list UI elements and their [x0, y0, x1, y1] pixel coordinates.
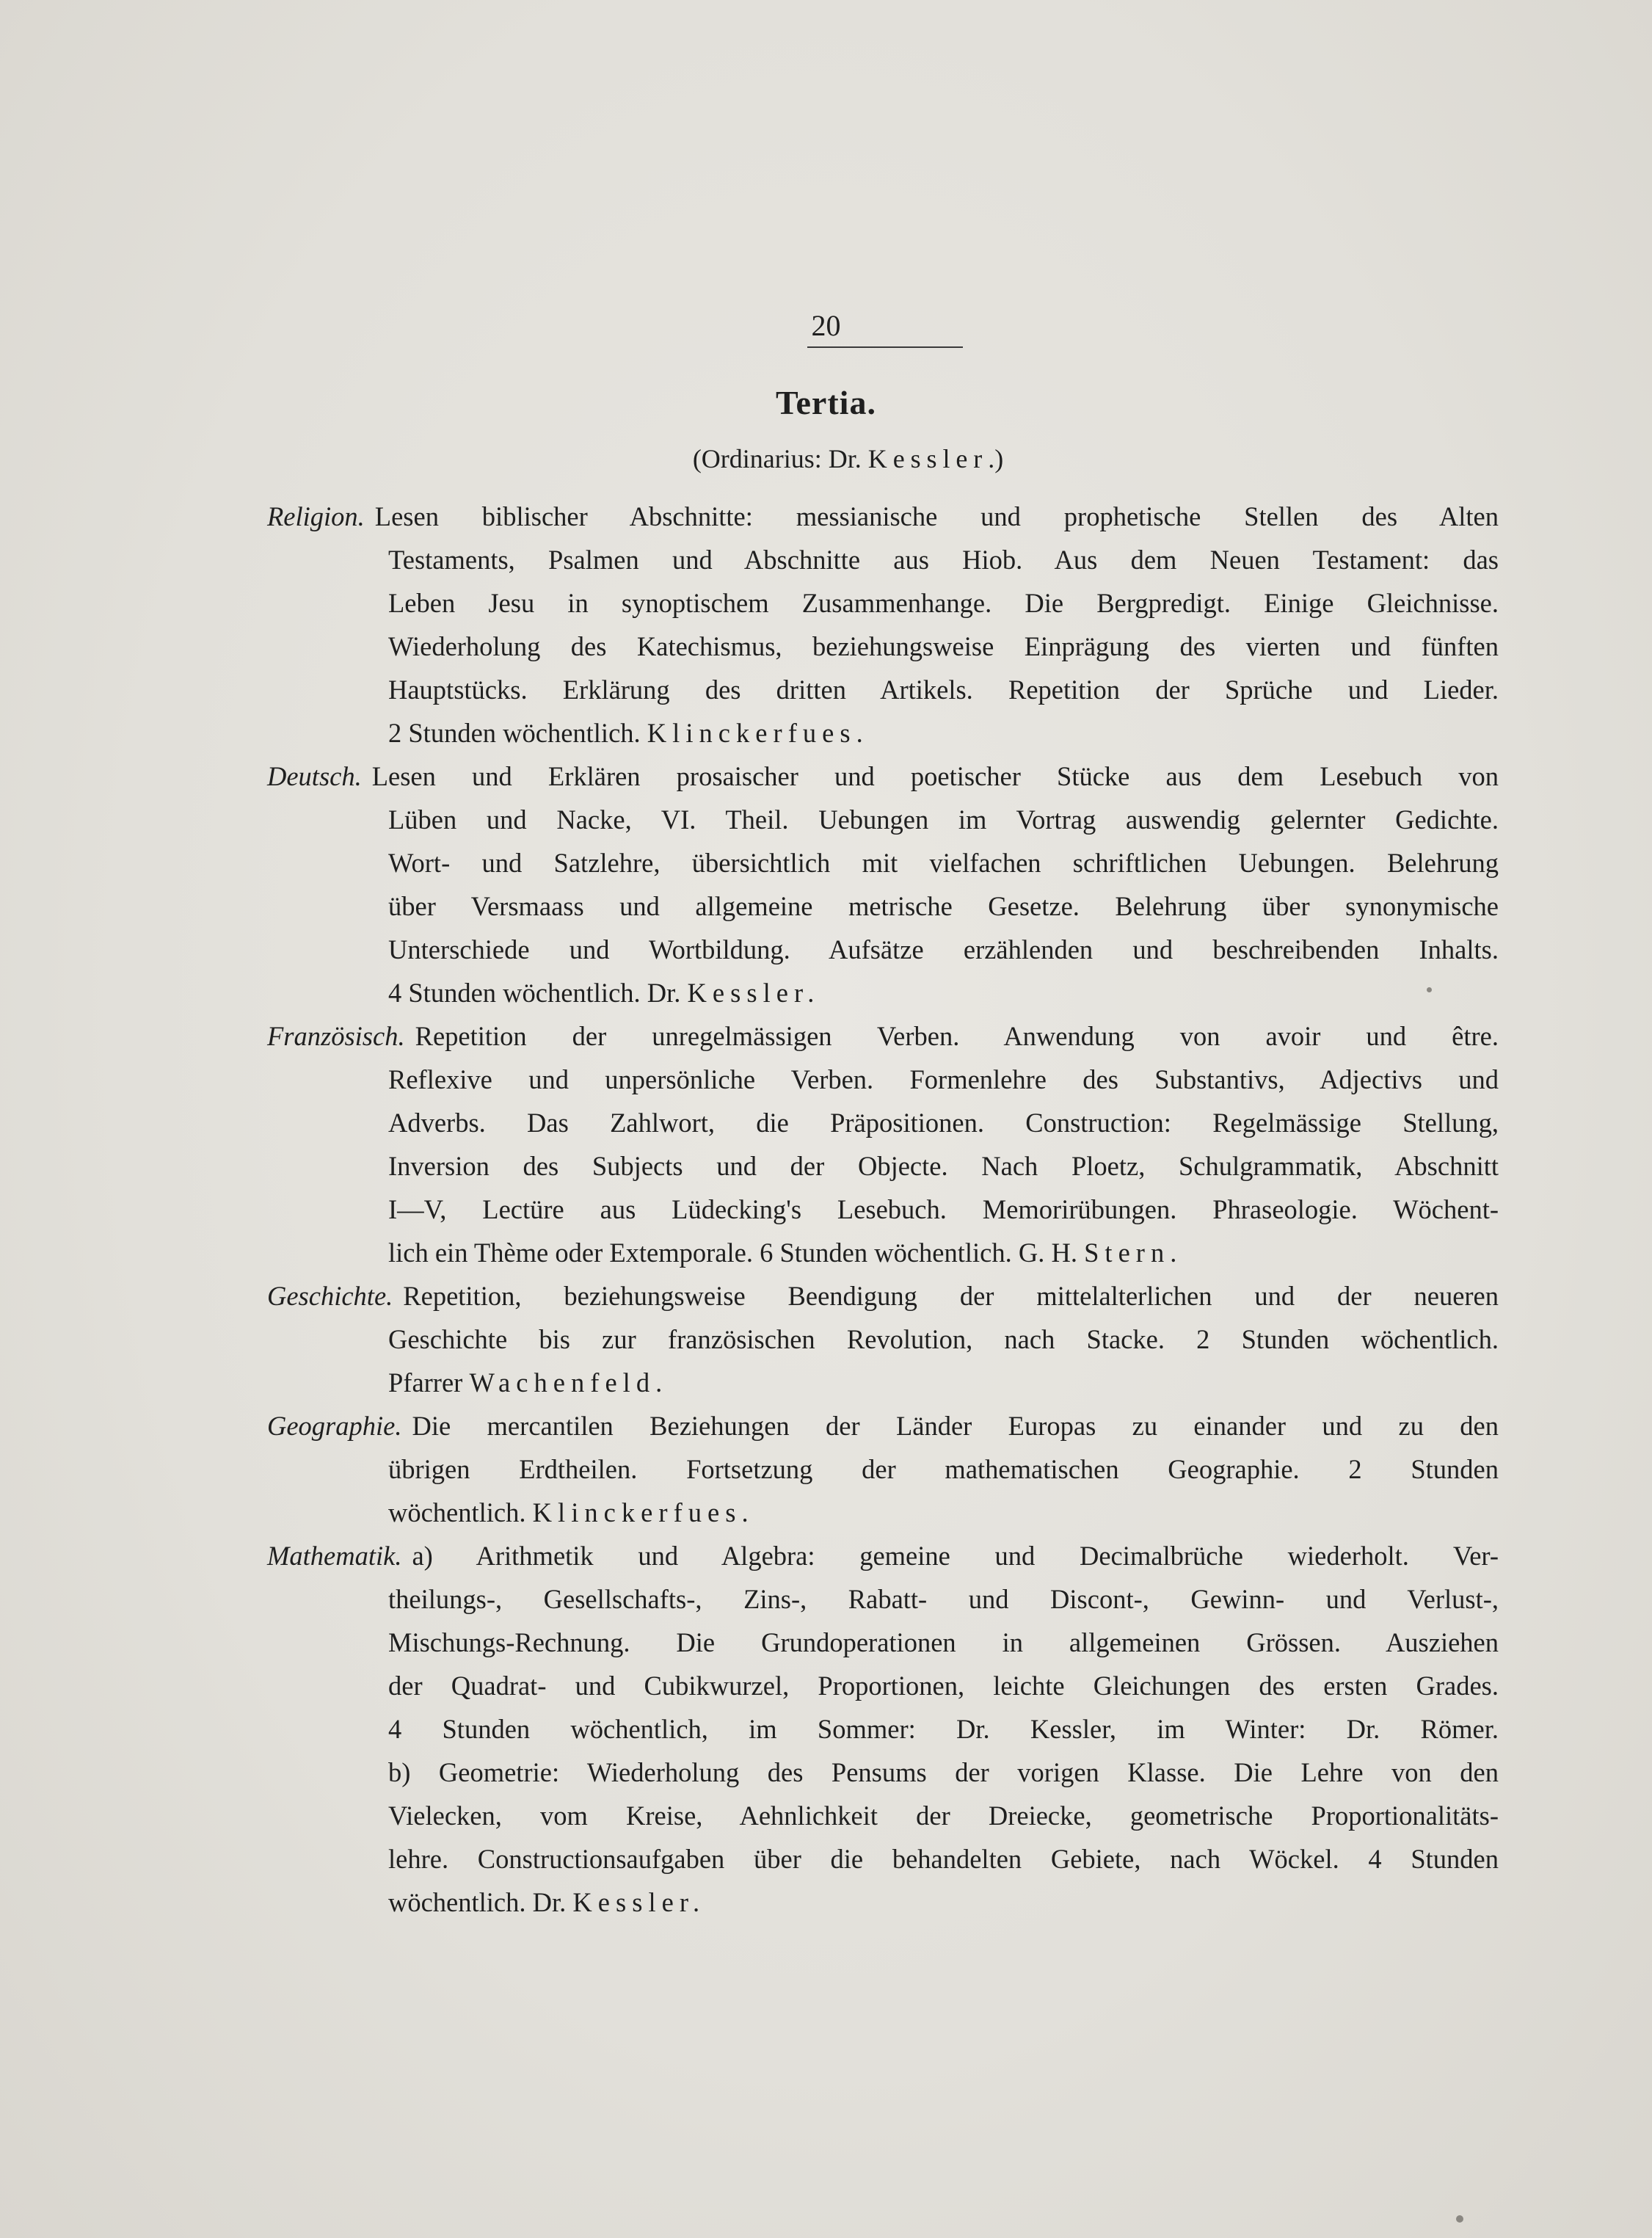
text-line: [267, 884, 1499, 928]
section-title: Tertia.: [776, 384, 876, 421]
line-text: theilungs-, Gesellschafts-, Zins-, Rabatt- und Discont-, Gewinn- und Verlust-,: [388, 1584, 1499, 1614]
text-line: [267, 1794, 1499, 1837]
line-text: Lüben und Nacke, VI. Theil. Uebungen im Vortrag auswendig gelernter Gedichte.: [388, 804, 1499, 835]
text-line: [267, 1404, 1499, 1447]
ordinarius-line: [0, 443, 1652, 474]
teacher-name: Klinckerfues.: [532, 1497, 754, 1527]
text-line: [267, 1577, 1499, 1621]
page-number-rule: [807, 346, 963, 348]
line-text: Unterschiede und Wortbildung. Aufsätze erzählenden und beschreibenden Inhalts.: [388, 934, 1499, 964]
subjects-list: [267, 495, 1499, 1924]
line-text: Lesen und Erklären prosaischer und poetischer Stücke aus dem Lesebuch von: [371, 761, 1499, 791]
text-line: [267, 538, 1499, 581]
text-line: [267, 798, 1499, 841]
subject-entry: [267, 1274, 1499, 1404]
teacher-name: Stern.: [1084, 1238, 1183, 1268]
subject-name: Französisch.: [267, 1021, 405, 1051]
hours-teacher-line: [267, 1231, 1499, 1274]
line-text: Leben Jesu in synoptischem Zusammenhange. Die Bergpredigt. Einige Gleichnisse.: [388, 588, 1499, 618]
hours-teacher-line: [267, 1491, 1499, 1534]
subject-name: Deutsch.: [267, 761, 362, 791]
page-number: 20: [811, 309, 841, 342]
line-text: übrigen Erdtheilen. Fortsetzung der mathematischen Geographie. 2 Stunden: [388, 1454, 1499, 1484]
line-text: Repetition, beziehungsweise Beendigung der mittelalterlichen und der neueren: [403, 1281, 1499, 1311]
hours-text: Pfarrer: [388, 1367, 470, 1398]
text-line: [267, 1274, 1499, 1318]
line-text: über Versmaass und allgemeine metrische Gesetze. Belehrung über synonymische: [388, 891, 1499, 921]
line-text: Hauptstücks. Erklärung des dritten Artikels. Repetition der Sprüche und Lieder.: [388, 675, 1499, 705]
text-line: [267, 625, 1499, 668]
line-text: Adverbs. Das Zahlwort, die Präpositionen. Construction: Regelmässige Stellung,: [388, 1108, 1499, 1138]
line-text: Wiederholung des Katechismus, beziehungsweise Einprägung des vierten und fünften: [388, 631, 1499, 661]
text-line: [267, 1751, 1499, 1794]
text-line: [267, 1447, 1499, 1491]
text-line: [267, 1318, 1499, 1361]
text-line: [267, 1707, 1499, 1751]
teacher-name: Klinckerfues.: [647, 718, 869, 748]
text-line: [267, 755, 1499, 798]
subject-entry: [267, 1534, 1499, 1924]
text-line: [267, 928, 1499, 971]
text-line: [267, 1144, 1499, 1188]
text-line: [267, 1014, 1499, 1058]
ordinarius-suffix: .): [988, 444, 1004, 473]
subject-name: Mathematik.: [267, 1541, 402, 1571]
line-text: Geschichte bis zur französischen Revolution, nach Stacke. 2 Stunden wöchentlich.: [388, 1324, 1499, 1354]
teacher-name: Kessler.: [572, 1887, 706, 1917]
hours-text: 4 Stunden wöchentlich. Dr.: [388, 978, 688, 1008]
subject-name: Religion.: [267, 501, 365, 531]
line-text: Die mercantilen Beziehungen der Länder Europas zu einander und zu den: [412, 1411, 1499, 1441]
line-text: I—V, Lectüre aus Lüdecking's Lesebuch. Memorirübungen. Phraseologie. Wöchent-: [388, 1194, 1499, 1224]
hours-text: lich ein Thème oder Extemporale. 6 Stunden wöchentlich. G. H.: [388, 1238, 1085, 1268]
hours-text: 2 Stunden wöchentlich.: [388, 718, 647, 748]
line-text: Vielecken, vom Kreise, Aehnlichkeit der Dreiecke, geometrische Proportionalitäts-: [388, 1801, 1499, 1831]
line-text: Reflexive und unpersönliche Verben. Formenlehre des Substantivs, Adjectivs und: [388, 1064, 1499, 1094]
teacher-name: Wachenfeld.: [469, 1367, 669, 1398]
ink-spot: [1427, 987, 1432, 992]
line-text: Mischungs-Rechnung. Die Grundoperationen in allgemeinen Grössen. Ausziehen: [388, 1627, 1499, 1657]
line-text: lehre. Constructionsaufgaben über die behandelten Gebiete, nach Wöckel. 4 Stunden: [388, 1844, 1499, 1874]
ordinarius-prefix: (Ordinarius: Dr.: [692, 444, 868, 473]
ordinarius-name: Kessler: [867, 444, 989, 473]
text-line: [267, 1837, 1499, 1881]
subject-entry: [267, 495, 1499, 755]
line-text: Lesen biblischer Abschnitte: messianische und prophetische Stellen des Alten: [374, 501, 1499, 531]
subject-name: Geschichte.: [267, 1281, 393, 1311]
line-text: 4 Stunden wöchentlich, im Sommer: Dr. Kessler, im Winter: Dr. Römer.: [388, 1714, 1499, 1744]
teacher-name: Kessler.: [687, 978, 820, 1008]
hours-teacher-line: [267, 1881, 1499, 1924]
text-line: [267, 495, 1499, 538]
text-line: [267, 668, 1499, 711]
line-text: a) Arithmetik und Algebra: gemeine und Decimalbrüche wiederholt. Ver-: [412, 1541, 1499, 1571]
hours-text: wöchentlich. Dr.: [388, 1887, 573, 1917]
hours-teacher-line: [267, 1361, 1499, 1404]
line-text: b) Geometrie: Wiederholung des Pensums der vorigen Klasse. Die Lehre von den: [388, 1757, 1499, 1787]
text-line: [267, 1664, 1499, 1707]
line-text: Testaments, Psalmen und Abschnitte aus Hiob. Aus dem Neuen Testament: das: [388, 545, 1499, 575]
hours-text: wöchentlich.: [388, 1497, 533, 1527]
subject-name: Geographie.: [267, 1411, 402, 1441]
text-line: [267, 1534, 1499, 1577]
hours-teacher-line: [267, 971, 1499, 1014]
hours-teacher-line: [267, 711, 1499, 755]
text-line: [267, 841, 1499, 884]
text-line: [267, 1101, 1499, 1144]
line-text: Repetition der unregelmässigen Verben. Anwendung von avoir und être.: [415, 1021, 1499, 1051]
ink-spot: [1456, 2215, 1463, 2223]
text-line: [267, 1188, 1499, 1231]
line-text: Inversion des Subjects und der Objecte. Nach Ploetz, Schulgrammatik, Abschnitt: [388, 1151, 1499, 1181]
subject-entry: [267, 755, 1499, 1014]
text-line: [267, 1058, 1499, 1101]
line-text: der Quadrat- und Cubikwurzel, Proportionen, leichte Gleichungen des ersten Grades.: [388, 1671, 1499, 1701]
line-text: Wort- und Satzlehre, übersichtlich mit vielfachen schriftlichen Uebungen. Belehrung: [388, 848, 1499, 878]
text-line: [267, 581, 1499, 625]
text-line: [267, 1621, 1499, 1664]
subject-entry: [267, 1014, 1499, 1274]
subject-entry: [267, 1404, 1499, 1534]
